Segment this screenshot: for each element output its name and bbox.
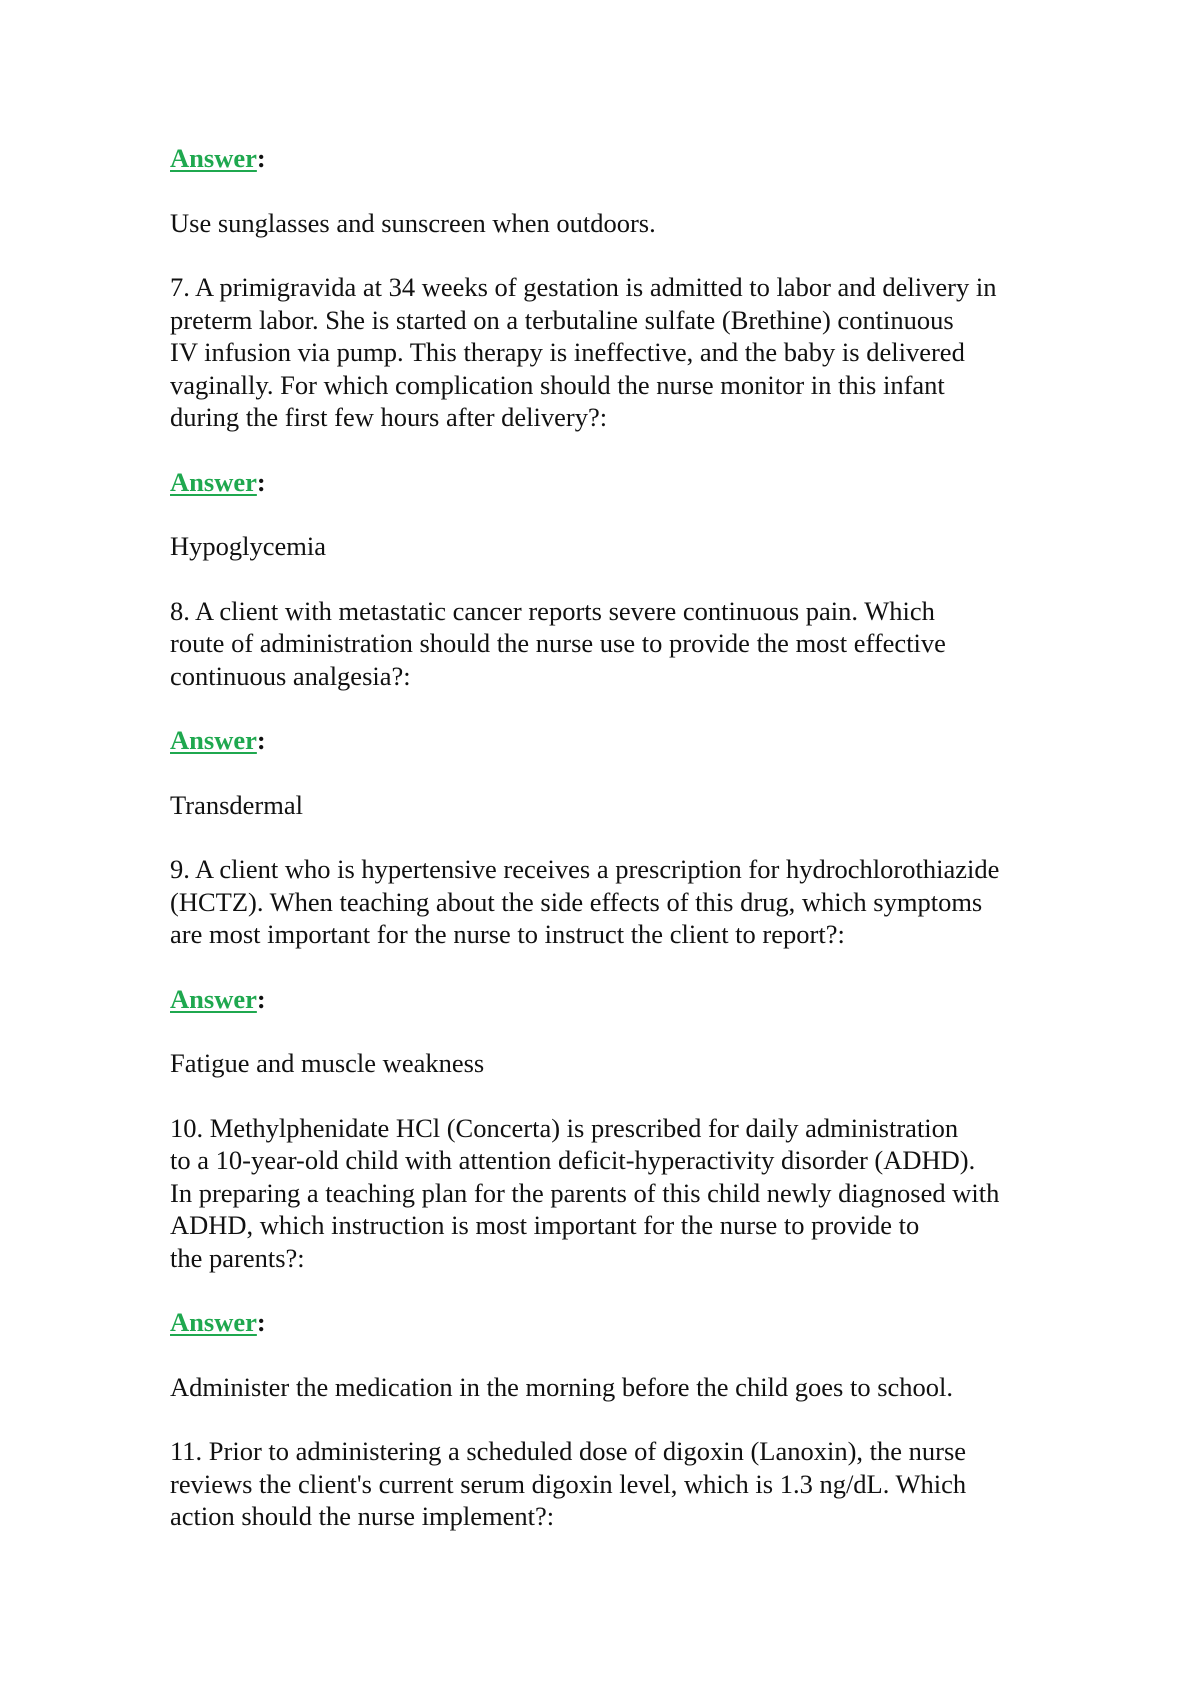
question-line: action should the nurse implement?: <box>170 1501 555 1531</box>
question-line: 9. A client who is hypertensive receives a prescription for hydrochlorothiazide <box>170 854 1000 884</box>
answer-label-word: Answer <box>170 1307 257 1337</box>
answer-line: Use sunglasses and sunscreen when outdoors. <box>170 207 656 238</box>
question-line: 8. A client with metastatic cancer reports severe continuous pain. Which <box>170 595 935 626</box>
answer-line: Transdermal <box>170 789 303 820</box>
question-line: reviews the client's current serum digoxin level, which is 1.3 ng/dL. Which <box>170 1468 967 1499</box>
question-line: IV infusion via pump. This therapy is ineffective, and the baby is delivered <box>170 337 965 367</box>
question-line: to a 10-year-old child with attention deficit-hyperactivity disorder (ADHD). <box>170 1145 976 1175</box>
answer-label-colon: : <box>256 983 266 1014</box>
answer-label <box>170 466 1070 499</box>
answer-label-word: Answer <box>170 466 257 497</box>
question-line: 11. Prior to administering a scheduled dose of digoxin (Lanoxin), the nurse <box>170 1436 967 1466</box>
question-line: are most important for the nurse to instruct the client to report?: <box>170 919 845 949</box>
answer-label <box>170 724 1070 757</box>
question-8 <box>170 595 1070 693</box>
answer-line: Fatigue and muscle weakness <box>170 1048 485 1078</box>
answer-text <box>170 789 1070 822</box>
answer-label-colon: : <box>256 143 266 173</box>
question-line: 10. Methylphenidate HCl (Concerta) is prescribed for daily administration <box>170 1112 959 1143</box>
answer-label <box>170 142 1070 175</box>
answer-text <box>170 1371 1070 1404</box>
answer-label-word: Answer <box>170 983 257 1014</box>
question-11 <box>170 1435 1070 1533</box>
answer-line: Administer the medication in the morning before the child goes to school. <box>170 1371 954 1402</box>
answer-text <box>170 207 1070 240</box>
question-line: during the first few hours after delivery?: <box>170 402 608 432</box>
answer-label-colon: : <box>256 466 266 497</box>
answer-label <box>170 1306 1070 1339</box>
answer-label-word: Answer <box>170 725 257 755</box>
answer-text <box>170 1047 1070 1080</box>
question-line: 7. A primigravida at 34 weeks of gestation is admitted to labor and delivery in <box>170 272 997 302</box>
question-line: In preparing a teaching plan for the parents of this child newly diagnosed with <box>170 1177 1000 1208</box>
answer-label <box>170 983 1070 1016</box>
question-line: vaginally. For which complication should the nurse monitor in this infant <box>170 369 945 400</box>
answer-label-word: Answer <box>170 143 257 173</box>
question-line: ADHD, which instruction is most important for the nurse to provide to <box>170 1210 920 1240</box>
question-line: the parents?: <box>170 1242 305 1273</box>
question-line: continuous analgesia?: <box>170 660 411 691</box>
answer-label-colon: : <box>256 1307 266 1337</box>
question-line: route of administration should the nurse use to provide the most effective <box>170 628 946 658</box>
answer-label-colon: : <box>256 725 266 755</box>
question-10 <box>170 1112 1070 1275</box>
answer-line: Hypoglycemia <box>170 531 327 561</box>
question-7 <box>170 271 1070 434</box>
question-line: preterm labor. She is started on a terbutaline sulfate (Brethine) continuous <box>170 304 954 335</box>
document-body <box>170 142 1070 1565</box>
question-9 <box>170 853 1070 951</box>
answer-text <box>170 530 1070 563</box>
question-line: (HCTZ). When teaching about the side effects of this drug, which symptoms <box>170 886 983 917</box>
